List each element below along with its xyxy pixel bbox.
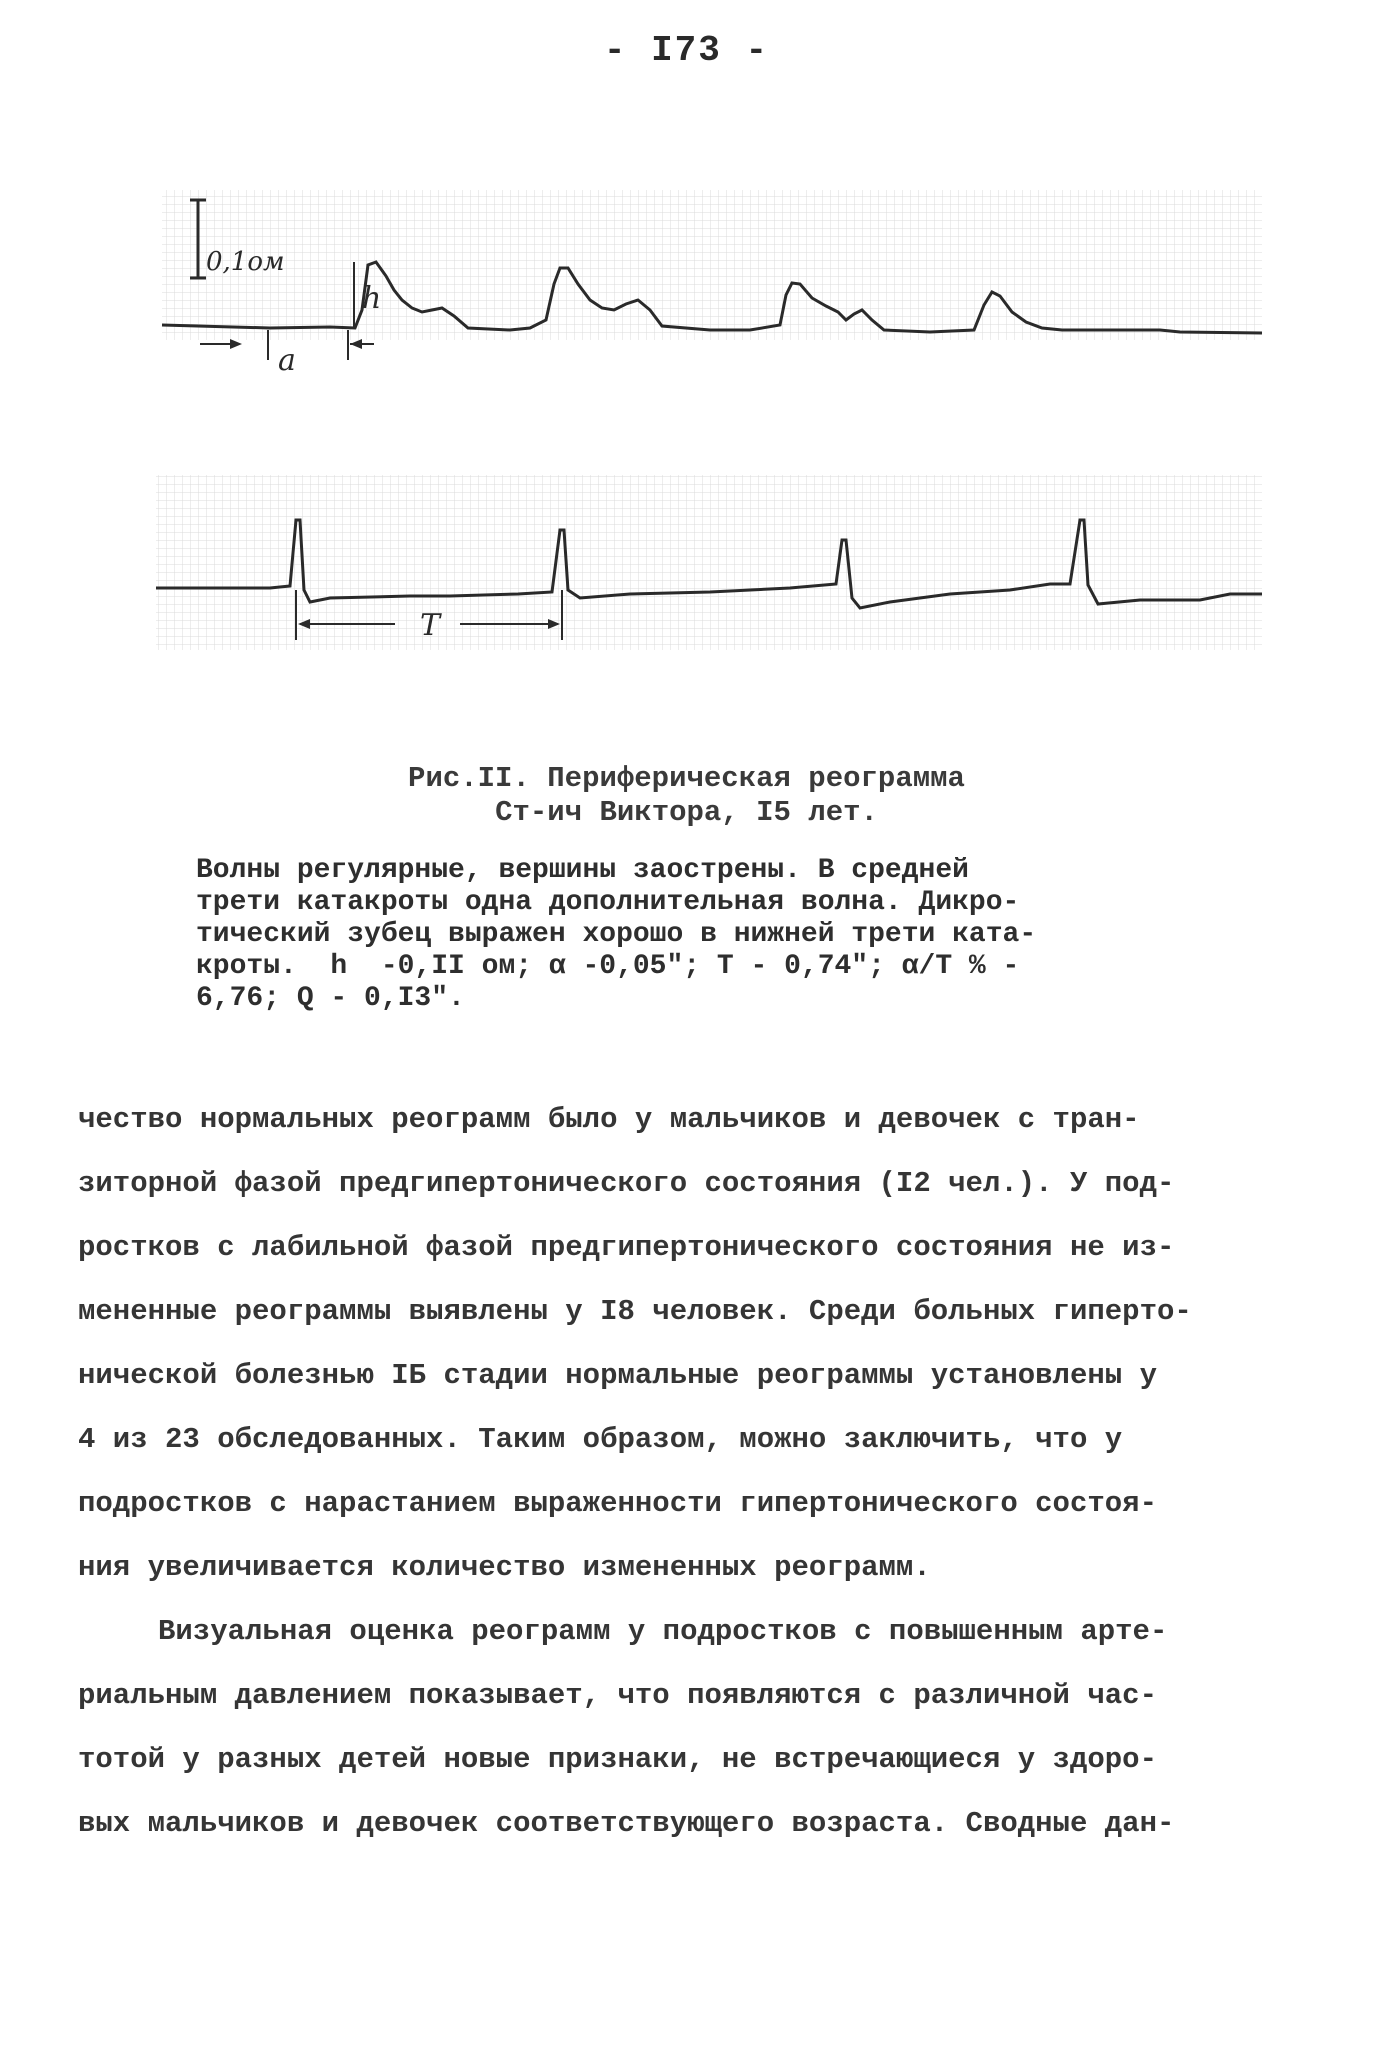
h-marker-label: h [362,281,382,316]
description-line: трети катакроты одна дополнительная волна. Дикро- [196,887,1020,918]
body-line: вых мальчиков и девочек соответствующего возраста. Сводные дан- [78,1807,1175,1840]
page-number: - I73 - [603,30,770,71]
body-line: ния увеличивается количество измененных реограмм. [78,1551,931,1584]
rheogram-figure [150,180,1280,680]
rheogram-svg [150,180,1280,680]
body-line: тотой у разных детей новые признаки, не встречающиеся у здоро- [78,1743,1157,1776]
description-line: тический зубец выражен хорошо в нижней трети ката- [196,919,1037,950]
scale-bar-label: 0,1ом [206,247,285,277]
upper-trace-grid [162,190,1262,340]
body-line: 4 из 23 обследованных. Таким образом, можно заключить, что у [78,1423,1123,1456]
caption-line-1: Рис.II. Периферическая реограмма [408,762,965,795]
body-line: риальным давлением показывает, что появляются с различной час- [78,1679,1157,1712]
description-line: кроты. h -0,II ом; α -0,05"; Т - 0,74"; α/T % - [196,951,1020,982]
a-marker-label: a [278,343,296,378]
description-line: 6,76; Q - 0,I3". [196,983,465,1014]
body-line: подростков с нарастанием выраженности гипертонического состоя- [78,1487,1157,1520]
figure-description [196,855,1176,1015]
body-line: зиторной фазой предгипертонического состояния (I2 чел.). У под- [78,1167,1175,1200]
body-line: Визуальная оценка реограмм у подростков с повышенным арте- [158,1615,1168,1648]
body-text [78,1088,1308,1856]
body-line: чество нормальных реограмм было у мальчиков и девочек с тран- [78,1103,1140,1136]
figure-caption [0,762,1373,830]
body-line: ростков с лабильной фазой предгипертонического состояния не из- [78,1231,1175,1264]
t-interval-label: T [420,608,441,643]
description-line: Волны регулярные, вершины заострены. В средней [196,855,969,886]
body-line: нической болезнью IБ стадии нормальные реограммы установлены у [78,1359,1157,1392]
body-line: мененные реограммы выявлены у I8 человек. Среди больных гиперто- [78,1295,1192,1328]
caption-line-2: Ст-ич Виктора, I5 лет. [495,796,878,829]
